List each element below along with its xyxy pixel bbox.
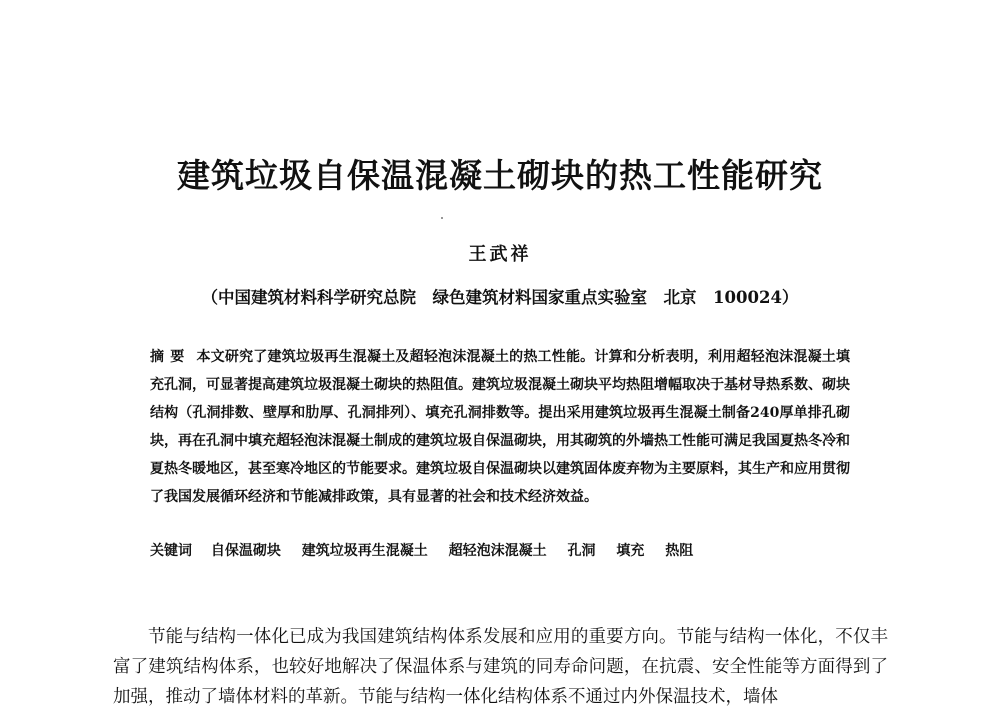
keyword: 自保温砌块 [210,543,281,559]
affiliation: （中国建筑材料科学研究总院 绿色建筑材料国家重点实验室 北京 100024） [201,288,799,307]
abstract-text: 本文研究了建筑垃圾再生混凝土及超轻泡沫混凝土的热工性能。计算和分析表明，利用超轻泡沫混凝土填充孔洞，可显著提高建筑垃圾混凝土砌块的热阻值。建筑垃圾混凝土砌块平均热阻增幅取决于基材导热系数、砌块结构（孔洞排数、壁厚和肋厚、孔洞排列）、填充孔洞排数等。提出采用建筑垃圾再生混凝土制备240厚单排孔砌块，再在孔洞中填充超轻泡沫混凝土制成的建筑垃圾自保温砌块，用其砌筑的外墙热工性能可满足我国夏热冬冷和夏热冬暖地区，甚至寒冷地区的节能要求。建筑垃圾自保温砌块以建筑固体废弃物为主要原料，其生产和应用贯彻了我国发展循环经济和节能减排政策，具有显著的社会和技术经济效益。 [150,349,851,505]
keywords-label: 关键词 [150,543,192,559]
paper-title: 建筑垃圾自保温混凝土砌块的热工性能研究 [177,156,823,195]
body-paragraph: 节能与结构一体化已成为我国建筑结构体系发展和应用的重要方向。节能与结构一体化，不仅丰富了建筑结构体系，也较好地解决了保温体系与建筑的同寿命问题，在抗震、安全性能等方面得到了加强，推动了墙体材料的革新。节能与结构一体化结构体系不通过内外保温技术，墙体 [113,627,888,707]
keyword: 填充 [616,543,645,559]
keyword: 热阻 [665,543,694,559]
scan-dot [441,217,443,219]
keyword: 建筑垃圾再生混凝土 [301,543,428,559]
abstract-label: 摘要 [150,349,191,365]
keyword: 孔洞 [567,543,596,559]
author-name: 王武祥 [468,244,532,265]
keywords [150,539,870,563]
keyword: 超轻泡沫混凝土 [448,543,547,559]
abstract [150,343,850,511]
